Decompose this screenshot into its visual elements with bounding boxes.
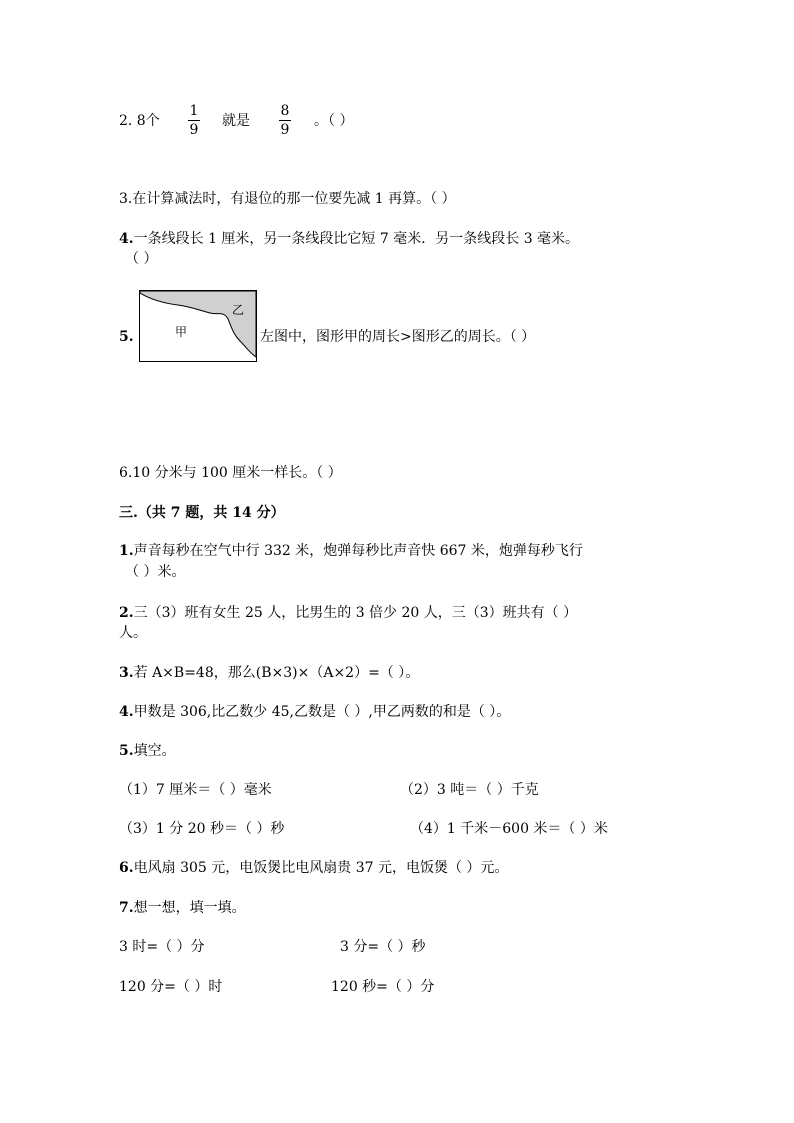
- q3: [119, 189, 456, 209]
- question-number: 1.: [119, 543, 134, 559]
- s3-q5-item-a[interactable]: （1）7 厘米＝（ ）毫米: [119, 782, 272, 798]
- fraction-denominator: 9: [189, 122, 199, 138]
- question-number: 2.: [119, 605, 134, 621]
- s3-q3: [119, 663, 419, 683]
- question-text: 若 A×B=48，那么(B×3)×（A×2）=（ ）。: [133, 665, 420, 681]
- question-text: 三（3）班有女生 25 人，比男生的 3 倍少 20 人，三（3）班共有（ ）: [133, 605, 578, 621]
- s3-q5-item-b[interactable]: （2）3 吨＝（ ）千克: [400, 782, 539, 798]
- label-yi: 乙: [232, 303, 245, 317]
- fraction-numerator: 8: [280, 103, 290, 119]
- section-title: 三.（共 7 题，共 14 分）: [119, 505, 285, 521]
- question-text: 甲数是 306,比乙数少 45,乙数是（ ）,甲乙两数的和是（ ）。: [133, 704, 511, 720]
- s3-q6: [119, 858, 508, 878]
- s3-q5-item-d[interactable]: （4）1 千米－600 米＝（ ）米: [410, 821, 608, 837]
- s3-q2-line1: [119, 603, 577, 623]
- s3-q1-answer[interactable]: （ ）米。: [125, 564, 186, 580]
- shape-figure-svg: [140, 291, 256, 361]
- s3-q7-item-b[interactable]: 3 分=（ ）秒: [340, 939, 426, 955]
- question-number: 4.: [119, 231, 134, 247]
- shape-figure: [139, 290, 257, 362]
- s3-q7-item-c[interactable]: 120 分=（ ）时: [119, 979, 223, 995]
- q4-line1: [119, 229, 579, 249]
- fraction-denominator: 9: [280, 122, 290, 138]
- q6: [119, 463, 342, 483]
- question-number: 6.: [119, 860, 134, 876]
- fraction-eight-ninths: [279, 103, 291, 138]
- question-number: 3.: [119, 191, 133, 207]
- label-jia: 甲: [175, 325, 188, 339]
- region-yi: [140, 291, 256, 357]
- question-number: 7.: [119, 900, 134, 916]
- q2-middle: 就是: [222, 113, 250, 129]
- question-text: 填空。: [133, 743, 176, 759]
- s3-q7-title: [119, 898, 246, 918]
- s3-q7-item-a[interactable]: 3 时=（ ）分: [119, 939, 205, 955]
- q4-answer-bracket[interactable]: （ ）: [125, 251, 158, 267]
- fraction-numerator: 1: [189, 103, 199, 119]
- fraction-one-ninth: [188, 103, 200, 138]
- s3-q7-item-d[interactable]: 120 秒=（ ）分: [331, 979, 435, 995]
- question-number: 4.: [119, 704, 134, 720]
- question-text: 声音每秒在空气中行 332 米，炮弹每秒比声音快 667 米，炮弹每秒飞行: [133, 543, 583, 559]
- question-number: 5.: [119, 329, 134, 345]
- s3-q4: [119, 702, 510, 722]
- q2-answer-bracket[interactable]: 。（ ）: [314, 113, 354, 129]
- s3-q2-line2: 人。: [119, 625, 147, 641]
- s3-q5-item-c[interactable]: （3）1 分 20 秒＝（ ）秒: [119, 821, 285, 837]
- question-number: 6.: [119, 465, 133, 481]
- s3-q5-title: [119, 741, 176, 761]
- question-number: 3.: [119, 665, 134, 681]
- s3-q1-line1: [119, 541, 583, 561]
- fraction-bar: [279, 120, 291, 121]
- q5-text: 左图中，图形甲的周长>图形乙的周长。（ ）: [260, 329, 536, 345]
- fraction-bar: [188, 120, 200, 121]
- question-text: 10 分米与 100 厘米一样长。（ ）: [132, 465, 342, 481]
- question-text: 电风扇 305 元，电饭煲比电风扇贵 37 元，电饭煲（ ）元。: [133, 860, 509, 876]
- question-text: 想一想，填一填。: [133, 900, 246, 916]
- question-number: 5.: [119, 743, 134, 759]
- question-text: 在计算减法时，有退位的那一位要先减 1 再算。（ ）: [132, 191, 456, 207]
- q2-prefix: 2. 8个: [119, 113, 160, 129]
- question-text: 一条线段长 1 厘米，另一条线段比它短 7 毫米．另一条线段长 3 毫米。: [133, 231, 580, 247]
